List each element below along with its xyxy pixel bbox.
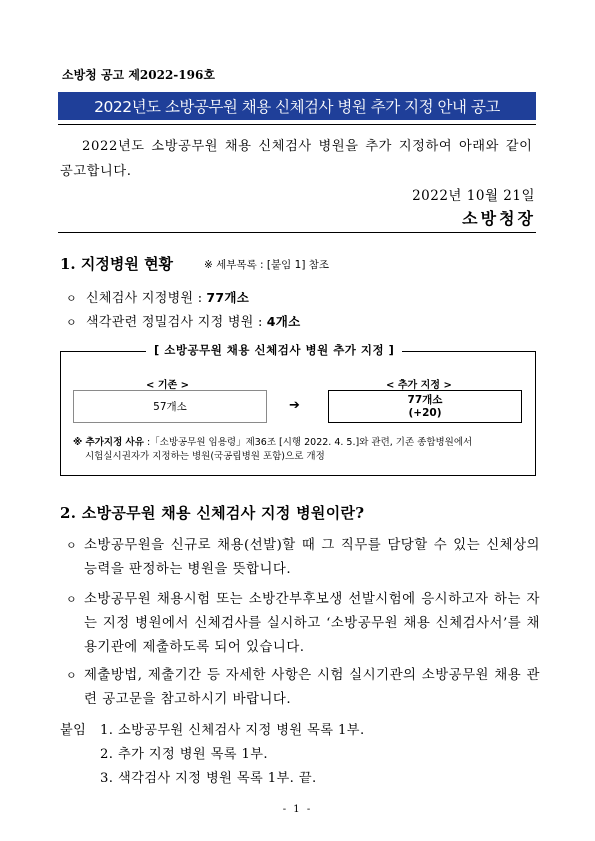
intro-paragraph: 2022년도 소방공무원 채용 신체검사 병원을 추가 지정하여 아래와 같이 공고합니다. bbox=[60, 139, 533, 179]
attachments bbox=[60, 719, 365, 791]
attachments-label: 붙임 bbox=[60, 723, 87, 738]
notice-date: 2022년 10월 21일 bbox=[412, 188, 535, 204]
bullet-mark: ㅇ bbox=[66, 593, 78, 606]
after-label: < 추가 지정 > bbox=[386, 380, 452, 391]
page-number: - 1 - bbox=[282, 804, 313, 815]
item-text: 제출방법, 제출기간 등 자세한 사항은 시험 실시기관의 소방공무원 채용 관련 공고문을 참고하시기 바랍니다. bbox=[84, 668, 540, 707]
list-item bbox=[66, 287, 249, 306]
bullet-mark: ㅇ bbox=[66, 669, 78, 682]
item-label: 색각관련 정밀검사 지정 병원 : bbox=[86, 315, 263, 330]
item-text: 소방공무원을 신규로 채용(선발)할 때 그 직무를 담당할 수 있는 신체상의 능력을 판정하는 병원을 뜻합니다. bbox=[84, 538, 540, 577]
header-divider bbox=[58, 232, 536, 233]
after-count-change: (+20) bbox=[408, 406, 442, 419]
note-line2: 시험실시권자가 지정하는 병원(국공립병원 포함)으로 개정 bbox=[85, 451, 325, 462]
attachment-item: 1. 소방공무원 신체검사 지정 병원 목록 1부. bbox=[100, 723, 365, 738]
before-label: < 기존 > bbox=[146, 380, 190, 391]
designation-reason-note bbox=[73, 436, 523, 464]
bullet-mark: ㅇ bbox=[66, 292, 77, 305]
item-value: 77개소 bbox=[206, 290, 250, 305]
arrow-right-icon: ➔ bbox=[289, 398, 300, 413]
title-divider bbox=[58, 124, 536, 125]
section1-heading: 1. 지정병원 현황 bbox=[60, 255, 174, 273]
issuer-name: 소방청장 bbox=[462, 209, 536, 228]
box-title: [ 소방공무원 채용 신체검사 병원 추가 지정 ] bbox=[146, 342, 402, 358]
item-label: 신체검사 지정병원 : bbox=[86, 291, 203, 306]
list-item bbox=[66, 588, 540, 660]
list-item bbox=[66, 664, 540, 712]
note-line1: :「소방공무원 임용령」제36조 [시행 2022. 4. 5.]와 관련, 기존 종합병원에서 bbox=[143, 437, 473, 448]
section2-heading: 2. 소방공무원 채용 신체검사 지정 병원이란? bbox=[60, 504, 365, 522]
note-prefix: ※ 추가지정 사유 bbox=[73, 437, 144, 448]
list-item bbox=[66, 534, 540, 582]
after-count-value: 77개소 bbox=[407, 393, 443, 406]
after-count bbox=[328, 390, 522, 423]
item-value: 4개소 bbox=[266, 314, 301, 329]
attachment-item: 3. 색각검사 지정 병원 목록 1부. 끝. bbox=[100, 771, 317, 786]
before-count: 57개소 bbox=[73, 390, 267, 423]
item-text: 소방공무원 채용시험 또는 소방간부후보생 선발시험에 응시하고자 하는 자는 지정 병원에서 신체검사를 실시하고 ‘소방공무원 채용 신체검사서’를 채용기관에 제출하도록 되어 있습니다. bbox=[84, 592, 540, 655]
attachment-item: 2. 추가 지정 병원 목록 1부. bbox=[100, 747, 268, 762]
attachments-list bbox=[100, 719, 365, 791]
bullet-mark: ㅇ bbox=[66, 539, 78, 552]
list-item bbox=[66, 311, 300, 330]
bullet-mark: ㅇ bbox=[66, 316, 77, 329]
document-title: 2022년도 소방공무원 채용 신체검사 병원 추가 지정 안내 공고 bbox=[58, 92, 536, 120]
section1-note: ※ 세부목록 : [붙임 1] 참조 bbox=[204, 259, 330, 271]
notice-number: 소방청 공고 제2022-196호 bbox=[62, 68, 215, 82]
